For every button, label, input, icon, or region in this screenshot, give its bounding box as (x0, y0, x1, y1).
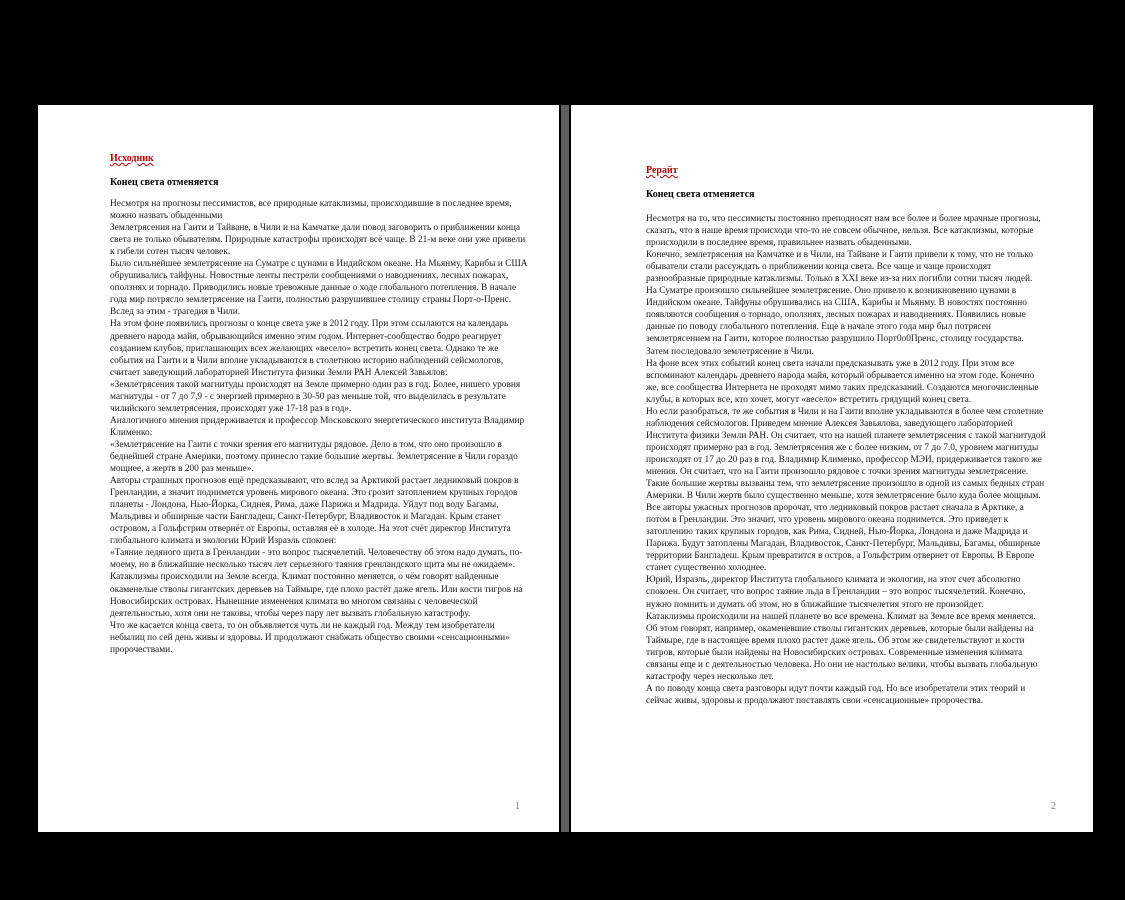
rewrite-label: Рерайт (646, 165, 678, 176)
paragraph: А по поводу конца света разговоры идут почти каждый год. Но все изобретатели этих теорий и сейчас живы, здоровы и продолжают поставлять свои «сенсационные» пророчества. (646, 683, 1026, 706)
paragraph: «Землетрясение на Гаити с точки зрения его магнитуды рядовое. Дело в том, что оно произошло в беднейшей стране Америки, поэтому принесло такие большие жертвы. Землетрясение в Чили гораздо мощнее, а жертв в 200 раз меньше». (110, 439, 518, 475)
paragraph: Юрий, Израэль, директор Института глобального климата и экологии, на этот счет абсолютно спокоен. Он считает, что вопрос таяние льда в Гренландии – это вопрос тысячелетий. Конечно, нужно помнить и думать об этом, но в ближайшие тысячелетия этого не произойдет. (646, 575, 1026, 610)
paragraph: Аналогичного мнения придерживается и профессор Московского энергетического института Владимир Клименко: (110, 415, 525, 438)
paragraph: Землетрясения на Гаити и Тайване, в Чили и на Камчатке дали повод заговорить о приближении конца света не только обывателям. Природные катастрофы происходят всё чаще. В 21-м веке они уже привели к гибели сотен тысяч человек. (110, 223, 526, 258)
document-page-1 (38, 105, 559, 832)
paragraph: Несмотря на то, что пессимисты постоянно преподносят нам все более и более мрачные прогнозы, сказать, что в наше время происходи что-то не совсем обычное, нельзя. Все катаклизмы, которые происходили в последнее время, правильнее назвать обыденными. (646, 214, 1041, 249)
paragraph: Несмотря на прогнозы пессимистов, все природные катаклизмы, происходившие в последнее время, можно назвать обыденными (110, 199, 512, 222)
source-label: Исходник (110, 153, 154, 164)
paragraph: На Суматре произошло сильнейшее землетрясение. Оно привело к возникновению цунами в Индийском океане. Тайфуны обрушивались на США, Карибы и Мьянму. В новостях постоянно появляются сообщения о торнадо, оползнях, лесных пожарах и наводнениях. Появились новые данные по поводу глобального потепления. Еще в начале этого года мир был потрясен землетрясением на Гаити, которое полностью разрушило Порт0о0Пренс, столицу государства. Затем последовало землетрясение в Чили. (646, 286, 1027, 357)
paragraph: Катаклизмы происходили на нашей планете во все времена. Климат на Земле все время меняется. Об этом говорят, например, окаменевшие стволы гигантских деревьев, которые были найдены на Таймыре, где в настоящее время плохо растет даже ягель. Об этом же свидетельствуют и кости тигров, которые были найдены на Новосибирских островах. Современные изменения климата связаны еще и с деятельностью человека. Но они не настолько велики, чтобы вызвать глобальную катастрофу через несколько лет. (646, 611, 1038, 682)
page-title: Конец света отменяется (110, 177, 219, 188)
paragraph: Что же касается конца света, то он объявляется чуть ли не каждый год. Между тем изобретатели небылиц по сей день живы и здоровы. И продолжают снабжать общество своими «сенсационными» пророчествами. (110, 620, 510, 655)
document-body (110, 198, 528, 656)
paragraph: Все авторы ужасных прогнозов пророчат, что ледниковый покров растает сначала в Арктике, а потом в Гренландии. Это значит, что уровень мирового океана поднимется. Это приведет к затоплению таких крупных городов, как Рима, Сидней, Нью-Йорка, Лондона и даже Мадрида и Парижа. Будут затоплены Магадан, Владивосток, Санкт-Петербург, Мальдивы, Багамы, обширные территории Бангладеш. Крым превратится в остров, а Гольфстрим отвернет от Европы. В Европе станет существенно холоднее. (646, 503, 1041, 574)
paragraph: Было сильнейшее землетрясение на Суматре с цунами в Индийском океане. На Мьянму, Карибы и США обрушивались тайфуны. Новостные ленты пестрели сообщениями о наводнениях, лесных пожарах, оползнях и торнадо. Приводились новые тревожные данные о ходе глобального потепления. В начале года мир потрясло землетрясение на Гаити, полностью разрушившее столицу страны Порт-о-Пренс. Вслед за этим - трагедия в Чили. (110, 259, 528, 318)
page-number: 1 (515, 801, 520, 812)
paragraph: На фоне всех этих событий конец света начали предсказывать уже в 2012 году. При этом все вспоминают календарь древнего народа майя, который обрывается именно на этом годе. Конечно же, все сообщества Интернета не проходят мимо таких предсказаний. Создаются многочисленные клубы, в которых все, кто хочет, могут «весело» встретить грядущий конец света. (646, 358, 1039, 405)
paragraph: «Таяние ледяного щита в Гренландии - это вопрос тысячелетий. Человечеству об этом надо думать, по-моему, но в ближайшие несколько тысяч лет серьезного таяния гренландского щита мы не ожидаем». (110, 548, 523, 571)
document-body (646, 213, 1046, 707)
page-divider (561, 105, 569, 832)
page-number: 2 (1051, 801, 1056, 812)
paragraph: На этом фоне появились прогнозы о конце света уже в 2012 году. При этом ссылаются на календарь древнего народа майя, обрывающийся именно этим годом. Интернет-сообщество бодро реагирует созданием клубов, приглашающих всех желающих «весело» встретить конец света. Однако те же события на Гаити и в Чили вполне укладываются в столетнюю историю наблюдений сейсмологов, считает заведующий лабораторией Института физики Земли РАН Алексей Завьялов: (110, 319, 509, 378)
document-page-2 (571, 105, 1093, 832)
paragraph: Катаклизмы происходили на Земле всегда. Климат постоянно меняется, о чём говорят найденные окаменелые стволы гигантских деревьев на Таймыре, где плохо растёт даже ягель. Или кости тигров на Новосибирских островах. Нынешние изменения климата во многом связаны с человеческой деятельностью, хотя они не таковы, чтобы через пару лет вызвать глобальную катастрофу. (110, 572, 523, 619)
paragraph: Но если разобраться, те же события в Чили и на Гаити вполне укладываются в более чем столетние наблюдения сейсмологов. Приведем мнение Алексея Завьялова, заведующего лабораторией Института физики Земли РАН. Он считает, что на нашей планете землетрясения с такой магнитудой происходят примерно раз в год. Землетрясения же с более низким, от 7 до 7.0, уровнем магнитуды происходят от 17 до 20 раз в год. Владимир Клименко, профессор МЭИ, придерживается такого же мнения. Он считает, что на Гаити произошло рядовое с точки зрения магнитуды землетрясение. Такие большие жертвы вызваны тем, что землетрясение произошло в одной из самых бедных стран Америки. В Чили жертв было существенно меньше, хотя землетрясение было куда более мощным. (646, 406, 1046, 502)
page-title: Конец света отменяется (646, 189, 755, 200)
paragraph: «Землетрясения такой магнитуды происходят на Земле примерно один раз в год. Более, нишего уровня магнитуды - от 7 до 7,9 - с энергией примерно в 30-50 раз меньше той, что выделилась в результате чилийского землетрясения, происходят уже 17-18 раз в год». (110, 379, 521, 414)
paragraph: Конечно, землетрясения на Камчатке и в Чили, на Тайване и Гаити привели к тому, что не только обыватели стали рассуждать о приближении конца света. Все чаще и чаще происходят разнообразные природные катаклизмы. Только в XXI веке из-за них погибли сотни тысяч людей. (646, 250, 1034, 285)
paragraph: Авторы страшных прогнозов ещё предсказывают, что вслед за Арктикой растает ледниковый покров в Гренландии, а значит поднимется уровень мирового океана. Это грозит затоплением крупных городов планеты - Лондона, Нью-Йорка, Сиднея, Рима, даже Парижа и Мадрида. Уйдут под воду Багамы, Мальдивы и обширные части Бангладеш, Санкт-Петербург, Владивосток и Магадан. Крым станет островом, а Гольфстрим отвернёт от Европы, оставляя её в холоде. На этот счёт директор Института глобального климата и экологии Юрий Израэль спокоен: (110, 476, 519, 547)
